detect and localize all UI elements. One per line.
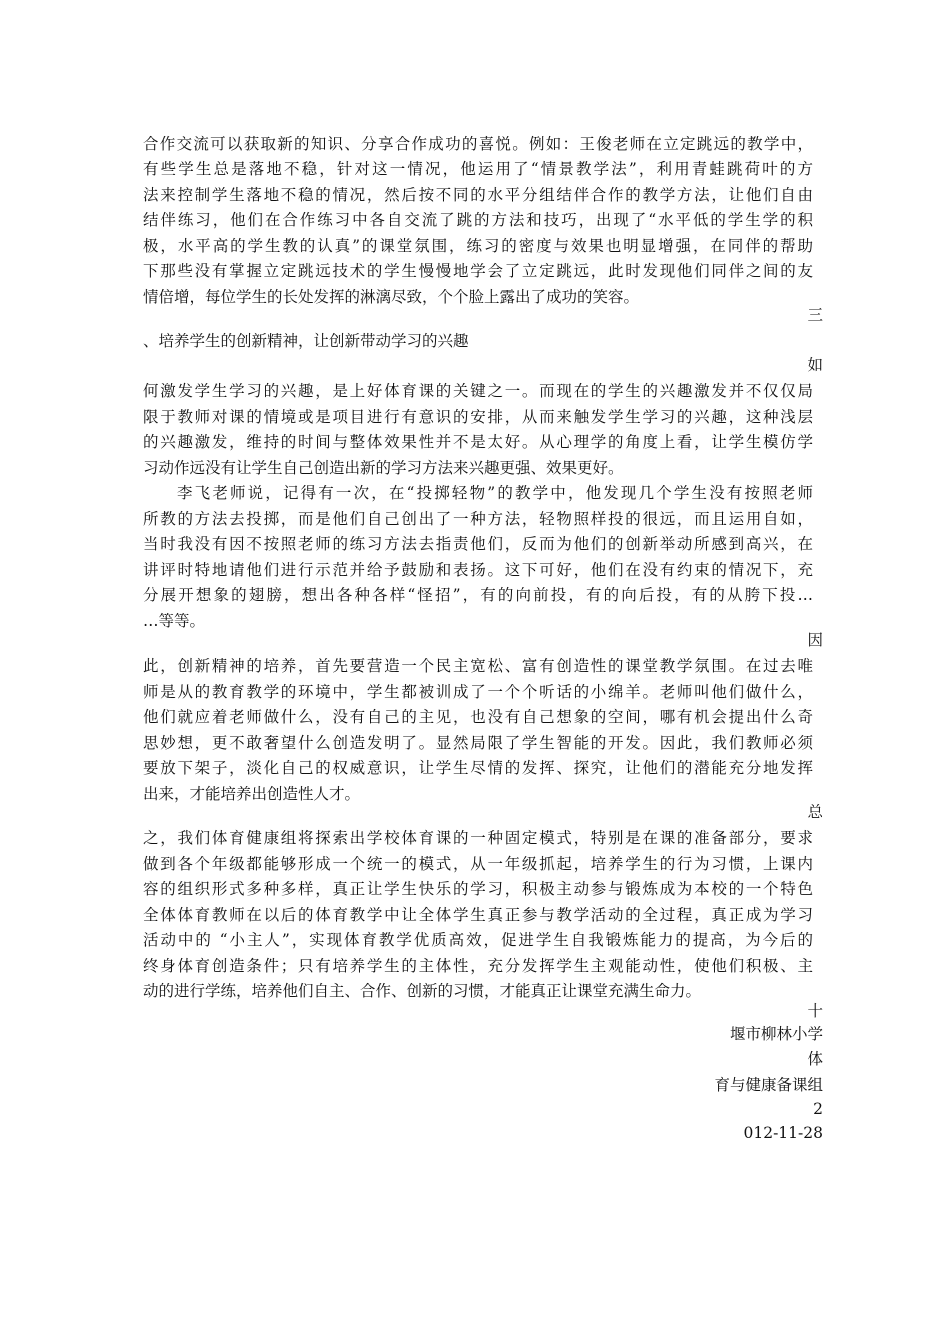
paragraph-3-line-5: 分展开想象的翅膀，想出各种各样“怪招”，有的向前投，有的向后投，有的从胯下投… bbox=[143, 586, 813, 604]
paragraph-5-line-2: 做到各个年级都能够形成一个统一的模式，从一年级抓起，培养学生的行为习惯，上课内 bbox=[143, 855, 813, 873]
paragraph-3-line-6: …等等。 bbox=[143, 612, 206, 630]
signature-line-5: 2 bbox=[813, 1100, 823, 1118]
paragraph-4-line-6: 出来，才能培养出创造性人才。 bbox=[143, 785, 361, 803]
paragraph-4-line-3: 他们就应着老师做什么，没有自己的主见，也没有自己想象的空间，哪有机会提出什么奇 bbox=[143, 708, 813, 726]
paragraph-4-line-1: 此，创新精神的培养，首先要营造一个民主宽松、富有创造性的课堂教学氛围。在过去唯 bbox=[143, 657, 813, 675]
paragraph-2-line-3: 的兴趣激发，维持的时间与整体效果性并不是太好。从心理学的角度上看，让学生模仿学 bbox=[143, 433, 813, 451]
paragraph-1-line-1: 合作交流可以获取新的知识、分享合作成功的喜悦。例如：王俊老师在立定跳远的教学中， bbox=[143, 135, 813, 153]
paragraph-3-line-4: 讲评时特地请他们进行示范并给予鼓励和表扬。这下可好，他们在没有约束的情况下，充 bbox=[143, 561, 813, 579]
paragraph-5-line-3: 容的组织形式多种多样，真正让学生快乐的学习，积极主动参与锻炼成为本校的一个特色 bbox=[143, 880, 813, 898]
paragraph-3-line-1: 李飞老师说，记得有一次，在“投掷轻物”的教学中，他发现几个学生没有按照老师 bbox=[177, 484, 813, 502]
paragraph-2-first-char: 如 bbox=[807, 356, 823, 374]
paragraph-3-line-2: 所教的方法去投掷，而是他们自己创出了一种方法，轻物照样投的很远，而且运用自如， bbox=[143, 510, 813, 528]
paragraph-5-line-4: 全体体育教师在以后的体育教学中让全体学生真正参与教学活动的全过程，真正成为学习 bbox=[143, 906, 813, 924]
paragraph-5-line-1: 之，我们体育健康组将探索出学校体育课的一种固定模式，特别是在课的准备部分，要求 bbox=[143, 829, 813, 847]
signature-date: 012-11-28 bbox=[743, 1124, 823, 1142]
heading-3-number: 三 bbox=[807, 306, 823, 324]
paragraph-1-line-2: 有些学生总是落地不稳，针对这一情况，他运用了“情景教学法”，利用青蛙跳荷叶的方 bbox=[143, 160, 813, 178]
paragraph-5-line-7: 动的进行学练，培养他们自主、合作、创新的习惯，才能真正让课堂充满生命力。 bbox=[143, 982, 702, 1000]
paragraph-4-line-2: 师是从的教育教学的环境中，学生都被训成了一个个听话的小绵羊。老师叫他们做什么， bbox=[143, 683, 813, 701]
signature-school: 堰市柳林小学 bbox=[729, 1025, 823, 1043]
paragraph-5-first-char: 总 bbox=[807, 803, 823, 821]
paragraph-1-line-5: 极，水平高的学生教的认真”的课堂氛围，练习的密度与效果也明显增强，在同伴的帮助 bbox=[143, 237, 813, 255]
paragraph-2-line-1: 何激发学生学习的兴趣，是上好体育课的关键之一。而现在的学生的兴趣激发并不仅仅局 bbox=[143, 382, 813, 400]
heading-3-title: 、培养学生的创新精神，让创新带动学习的兴趣 bbox=[143, 332, 469, 350]
signature-group: 育与健康备课组 bbox=[714, 1076, 823, 1094]
signature-line-1: 十 bbox=[807, 1002, 823, 1020]
paragraph-5-line-5: 活动中的 “小主人”，实现体育教学优质高效，促进学生自我锻炼能力的提高，为今后的 bbox=[143, 931, 813, 949]
signature-line-3: 体 bbox=[807, 1050, 823, 1068]
paragraph-1-line-3: 法来控制学生落地不稳的情况，然后按不同的水平分组结伴合作的教学方法，让他们自由 bbox=[143, 186, 813, 204]
paragraph-4-first-char: 因 bbox=[807, 631, 823, 649]
paragraph-1-line-7: 情倍增，每位学生的长处发挥的淋漓尽致，个个脸上露出了成功的笑容。 bbox=[143, 288, 640, 306]
paragraph-2-line-4: 习动作远没有让学生自己创造出新的学习方法来兴趣更强、效果更好。 bbox=[143, 459, 624, 477]
paragraph-1-line-4: 结伴练习，他们在合作练习中各自交流了跳的方法和技巧，出现了“水平低的学生学的积 bbox=[143, 211, 813, 229]
paragraph-2-line-2: 限于教师对课的情境或是项目进行有意识的安排，从而来触发学生学习的兴趣，这种浅层 bbox=[143, 408, 813, 426]
paragraph-4-line-4: 思妙想，更不敢奢望什么创造发明了。显然局限了学生智能的开发。因此，我们教师必须 bbox=[143, 734, 813, 752]
paragraph-4-line-5: 要放下架子，淡化自己的权威意识，让学生尽情的发挥、探究，让他们的潜能充分地发挥 bbox=[143, 759, 813, 777]
paragraph-5-line-6: 终身体育创造条件；只有培养学生的主体性，充分发挥学生主观能动性，使他们积极、主 bbox=[143, 957, 813, 975]
paragraph-1-line-6: 下那些没有掌握立定跳远技术的学生慢慢地学会了立定跳远，此时发现他们同伴之间的友 bbox=[143, 262, 813, 280]
paragraph-3-line-3: 当时我没有因不按照老师的练习方法去指责他们，反而为他们的创新举动所感到高兴，在 bbox=[143, 535, 813, 553]
